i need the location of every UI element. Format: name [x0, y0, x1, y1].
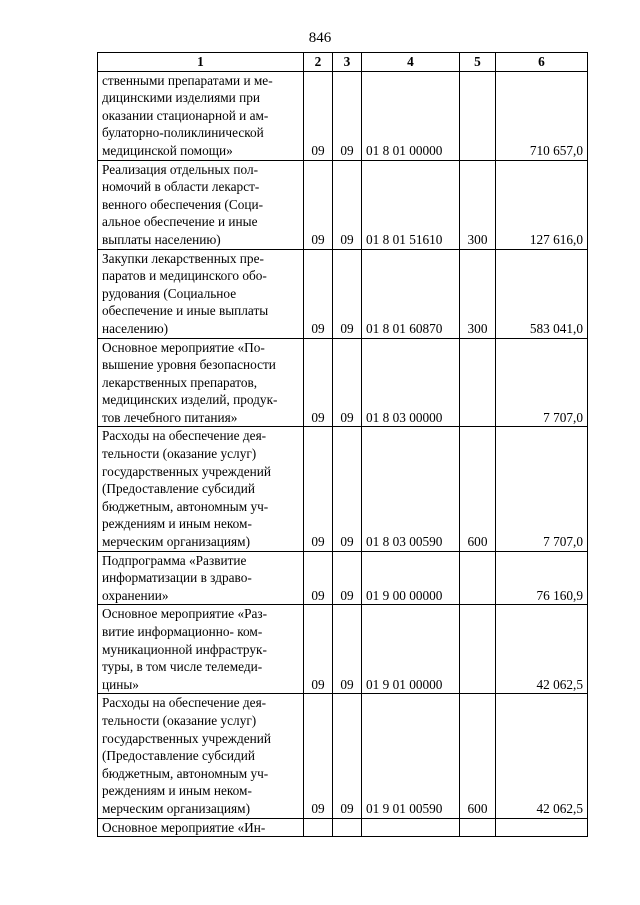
row-name-cell [98, 551, 304, 605]
row-name-cell [98, 71, 304, 160]
name-line: витие информационно- ком- [102, 624, 263, 639]
name-line: Реализация отдельных пол- [102, 161, 259, 177]
table-row [98, 694, 588, 818]
name-line: информатизации в здраво- [102, 570, 252, 586]
section-code: 09 [304, 694, 333, 818]
name-line: номочий в области лекарст- [102, 179, 260, 195]
target-article-code: 01 8 01 60870 [362, 249, 460, 338]
name-line: бюджетным, автономным уч- [102, 765, 269, 781]
name-line: ственными препаратами и ме- [102, 72, 273, 88]
amount-cell: 583 041,0 [496, 249, 588, 338]
column-header: 3 [333, 53, 362, 72]
subsection-code [333, 818, 362, 837]
name-line: Основное мероприятие «Ин- [102, 819, 266, 835]
row-name-cell [98, 605, 304, 694]
table-row [98, 71, 588, 160]
table-row [98, 551, 588, 605]
section-code: 09 [304, 551, 333, 605]
name-line: медицинских изделий, продук- [102, 392, 278, 408]
row-name-cell [98, 694, 304, 818]
name-line: выплаты населению) [102, 231, 221, 247]
name-line: (Предоставление субсидий [102, 481, 256, 497]
name-line: мерческим организациям) [102, 800, 250, 816]
expense-type-code: 600 [460, 694, 496, 818]
section-code: 09 [304, 427, 333, 551]
section-code: 09 [304, 338, 333, 427]
target-article-code: 01 8 01 00000 [362, 71, 460, 160]
section-code: 09 [304, 249, 333, 338]
name-line: Подпрограмма «Развитие [102, 552, 247, 568]
expense-type-code [460, 605, 496, 694]
subsection-code: 09 [333, 71, 362, 160]
row-name-cell [98, 160, 304, 249]
name-line: альное обеспечение и иные [102, 214, 258, 230]
name-line: паратов и медицинского обо- [102, 268, 267, 284]
amount-cell: 7 707,0 [496, 427, 588, 551]
table-row [98, 427, 588, 551]
name-line: (Предоставление субсидий [102, 748, 256, 764]
budget-table [97, 52, 588, 837]
subsection-code: 09 [333, 160, 362, 249]
name-line: государственных учреждений [102, 463, 271, 479]
subsection-code: 09 [333, 338, 362, 427]
column-header: 5 [460, 53, 496, 72]
name-line: оказании стационарной и ам- [102, 107, 269, 123]
target-article-code: 01 9 01 00590 [362, 694, 460, 818]
amount-cell [496, 818, 588, 837]
target-article-code [362, 818, 460, 837]
expense-type-code [460, 818, 496, 837]
name-line: охранении» [102, 587, 169, 603]
name-line: Основное мероприятие «По- [102, 339, 265, 355]
name-line: Расходы на обеспечение дея- [102, 695, 267, 711]
name-line: цины» [102, 676, 139, 692]
amount-cell: 42 062,5 [496, 694, 588, 818]
expense-type-code: 300 [460, 160, 496, 249]
amount-cell: 76 160,9 [496, 551, 588, 605]
name-line: булаторно-поликлинической [102, 125, 264, 141]
name-line: дицинскими изделиями при [102, 90, 260, 106]
name-line: населению) [102, 320, 169, 336]
name-line: Закупки лекарственных пре- [102, 250, 264, 266]
table-header-row [98, 53, 588, 72]
expense-type-code [460, 338, 496, 427]
name-line: реждениям и иным неком- [102, 516, 252, 532]
name-line: тельности (оказание услуг) [102, 712, 257, 728]
section-code [304, 818, 333, 837]
expense-type-code [460, 551, 496, 605]
table-row [98, 605, 588, 694]
table-row [98, 338, 588, 427]
name-line: Основное мероприятие «Раз- [102, 606, 268, 622]
name-line: лекарственных препаратов, [102, 374, 258, 390]
expense-type-code: 300 [460, 249, 496, 338]
name-line: медицинской помощи» [102, 142, 233, 158]
row-name-cell [98, 818, 304, 837]
table-row [98, 160, 588, 249]
subsection-code: 09 [333, 605, 362, 694]
name-line: туры, в том числе телемеди- [102, 659, 263, 675]
column-header: 1 [98, 53, 304, 72]
column-header: 4 [362, 53, 460, 72]
table-row [98, 818, 588, 837]
subsection-code: 09 [333, 551, 362, 605]
section-code: 09 [304, 605, 333, 694]
name-line: Расходы на обеспечение дея- [102, 428, 267, 444]
target-article-code: 01 9 01 00000 [362, 605, 460, 694]
amount-cell: 710 657,0 [496, 71, 588, 160]
expense-type-code: 600 [460, 427, 496, 551]
subsection-code: 09 [333, 249, 362, 338]
amount-cell: 7 707,0 [496, 338, 588, 427]
section-code: 09 [304, 160, 333, 249]
page-number: 846 [308, 30, 332, 46]
amount-cell: 127 616,0 [496, 160, 588, 249]
name-line: государственных учреждений [102, 730, 271, 746]
target-article-code: 01 8 03 00590 [362, 427, 460, 551]
row-name-cell [98, 249, 304, 338]
row-name-cell [98, 338, 304, 427]
name-line: тельности (оказание услуг) [102, 446, 257, 462]
name-line: рудования (Социальное [102, 285, 237, 301]
column-header: 6 [496, 53, 588, 72]
name-line: обеспечение и иные выплаты [102, 303, 269, 319]
subsection-code: 09 [333, 427, 362, 551]
name-line: венного обеспечения (Соци- [102, 196, 264, 212]
table-row [98, 249, 588, 338]
name-line: вышение уровня безопасности [102, 357, 276, 373]
name-line: реждениям и иным неком- [102, 783, 252, 799]
name-line: мерческим организациям) [102, 534, 250, 550]
target-article-code: 01 8 01 51610 [362, 160, 460, 249]
amount-cell: 42 062,5 [496, 605, 588, 694]
section-code: 09 [304, 71, 333, 160]
target-article-code: 01 8 03 00000 [362, 338, 460, 427]
subsection-code: 09 [333, 694, 362, 818]
name-line: тов лечебного питания» [102, 409, 238, 425]
name-line: бюджетным, автономным уч- [102, 498, 269, 514]
name-line: муникационной инфраструк- [102, 641, 267, 657]
row-name-cell [98, 427, 304, 551]
target-article-code: 01 9 00 00000 [362, 551, 460, 605]
column-header: 2 [304, 53, 333, 72]
expense-type-code [460, 71, 496, 160]
